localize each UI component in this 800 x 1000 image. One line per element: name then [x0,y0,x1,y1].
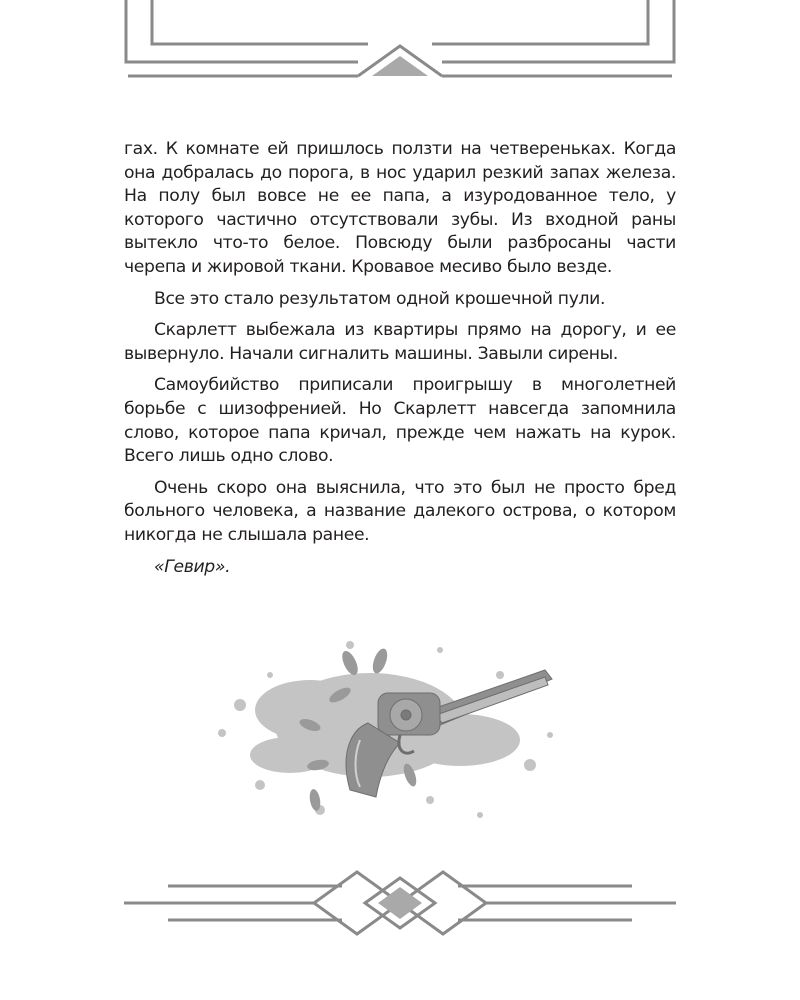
paragraph: Очень скоро она выяснила, что это был не просто бред больного человека, а название далекого острова, о котором никогда не слышала ранее. [124,477,676,545]
paragraph: Все это стало результатом одной крошечной пули. [154,288,606,309]
revolver-with-bullets-splatter-icon [200,615,600,845]
bottom-frame-ornament [0,860,800,950]
paragraph: гах. К комнате ей пришлось ползти на четвереньках. Когда она добралась до порога, в нос ударил резкий запах железа. На полу был вовсе не ее папа, а изуродованное тело, у которого частично отсутствовали зубы. Из входной раны вытекло что-то белое. Повсюду были разбросаны части черепа и жировой ткани. Кровавое месиво было везде. [124,139,676,277]
body-text [124,138,676,587]
final-quote-text: «Гевир». [154,556,231,577]
final-quote [124,556,676,580]
paragraph: Скарлетт выбежала из квартиры прямо на дорогу, и ее вывернуло. Начали сигналить машины. Завыли сирены. [124,320,676,364]
top-frame-ornament [0,0,800,90]
paragraph: Самоубийство приписали проигрышу в многолетней борьбе с шизофренией. Но Скарлетт навсегда запомнила слово, которое папа кричал, прежде чем нажать на курок. Всего лишь одно слово. [124,375,676,467]
